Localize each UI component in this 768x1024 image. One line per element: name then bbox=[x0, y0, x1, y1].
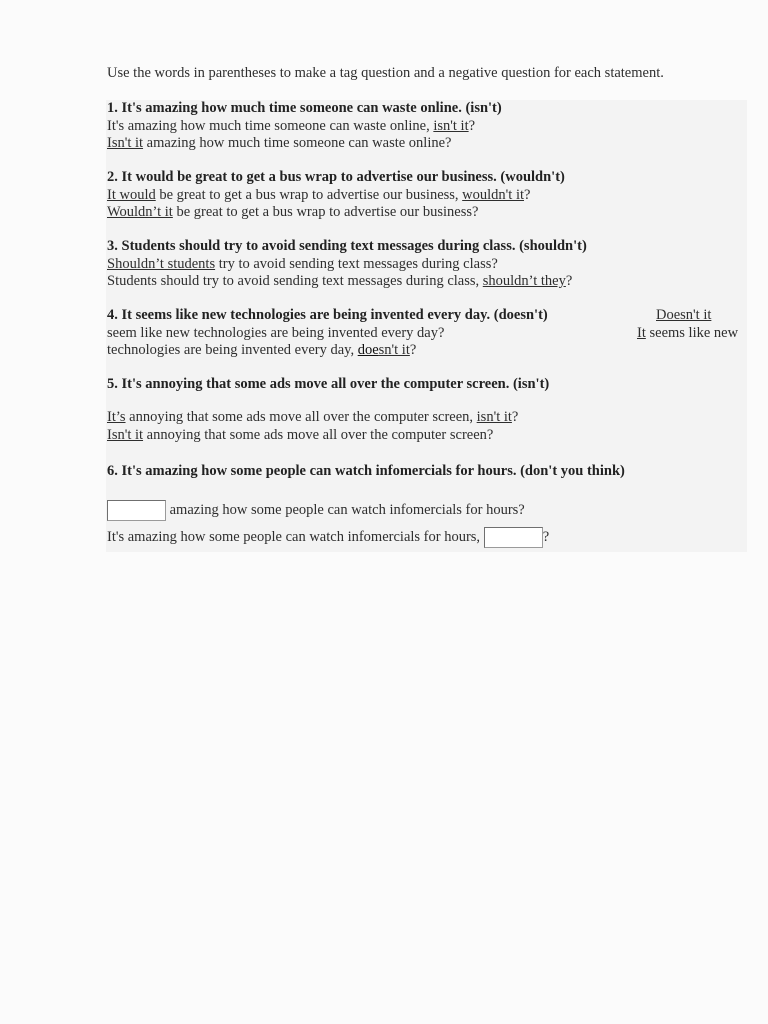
question-6-tag-text: It's amazing how some people can watch infomercials for hours, bbox=[107, 529, 484, 545]
worksheet bbox=[106, 100, 747, 552]
question-3 bbox=[107, 238, 745, 291]
question-2 bbox=[107, 169, 745, 222]
question-3-tag-answer: Students should try to avoid sending text messages during class, shouldn’t they? bbox=[107, 273, 573, 289]
question-1-tag-answer: It's amazing how much time someone can waste online, isn't it? bbox=[107, 117, 476, 134]
question-6-tag-end: ? bbox=[542, 529, 550, 545]
question-4-title: 4. It seems like new technologies are being invented every day. (doesn't) bbox=[107, 307, 548, 323]
question-5-title: 5. It's annoying that some ads move all over the computer screen. (isn't) bbox=[107, 376, 550, 392]
instructions: Use the words in parentheses to make a tag question and a negative question for each statement. bbox=[107, 65, 664, 81]
question-4-negative-start: Doesn't it bbox=[656, 307, 712, 323]
question-5-negative-answer: Isn't it annoying that some ads move all over the computer screen? bbox=[107, 426, 494, 443]
question-4 bbox=[107, 307, 745, 367]
question-6-negative-input[interactable] bbox=[107, 500, 166, 521]
question-6-tag-input[interactable] bbox=[484, 527, 543, 548]
question-4-tag-start: It seems like new bbox=[637, 324, 739, 341]
question-3-negative-answer: Shouldn’t students try to avoid sending text messages during class? bbox=[107, 255, 498, 272]
question-6-negative-line bbox=[107, 499, 745, 521]
question-4-negative-end: seem like new technologies are being invented every day? bbox=[107, 324, 445, 341]
question-5 bbox=[107, 376, 745, 394]
question-1 bbox=[107, 100, 745, 153]
question-2-title: 2. It would be great to get a bus wrap to advertise our business. (wouldn't) bbox=[107, 169, 565, 185]
question-1-negative-answer: Isn't it amazing how much time someone can waste online? bbox=[107, 135, 452, 151]
question-6-title: 6. It's amazing how some people can watch infomercials for hours. (don't you think) bbox=[107, 463, 625, 479]
question-5-tag-answer: It’s annoying that some ads move all over the computer screen, isn't it? bbox=[107, 409, 519, 425]
question-4-tag-end: technologies are being invented every day, doesn't it? bbox=[107, 342, 417, 358]
question-3-title: 3. Students should try to avoid sending text messages during class. (shouldn't) bbox=[107, 238, 587, 254]
question-5-answers bbox=[107, 409, 745, 444]
question-1-title: 1. It's amazing how much time someone can waste online. (isn't) bbox=[107, 100, 502, 116]
question-6 bbox=[107, 463, 745, 481]
question-2-tag-answer: It would be great to get a bus wrap to advertise our business, wouldn't it? bbox=[107, 186, 531, 203]
question-2-negative-answer: Wouldn’t it be great to get a bus wrap to advertise our business? bbox=[107, 204, 479, 220]
question-6-tag-line bbox=[107, 526, 745, 548]
question-6-negative-rest: amazing how some people can watch infomercials for hours? bbox=[166, 502, 525, 518]
